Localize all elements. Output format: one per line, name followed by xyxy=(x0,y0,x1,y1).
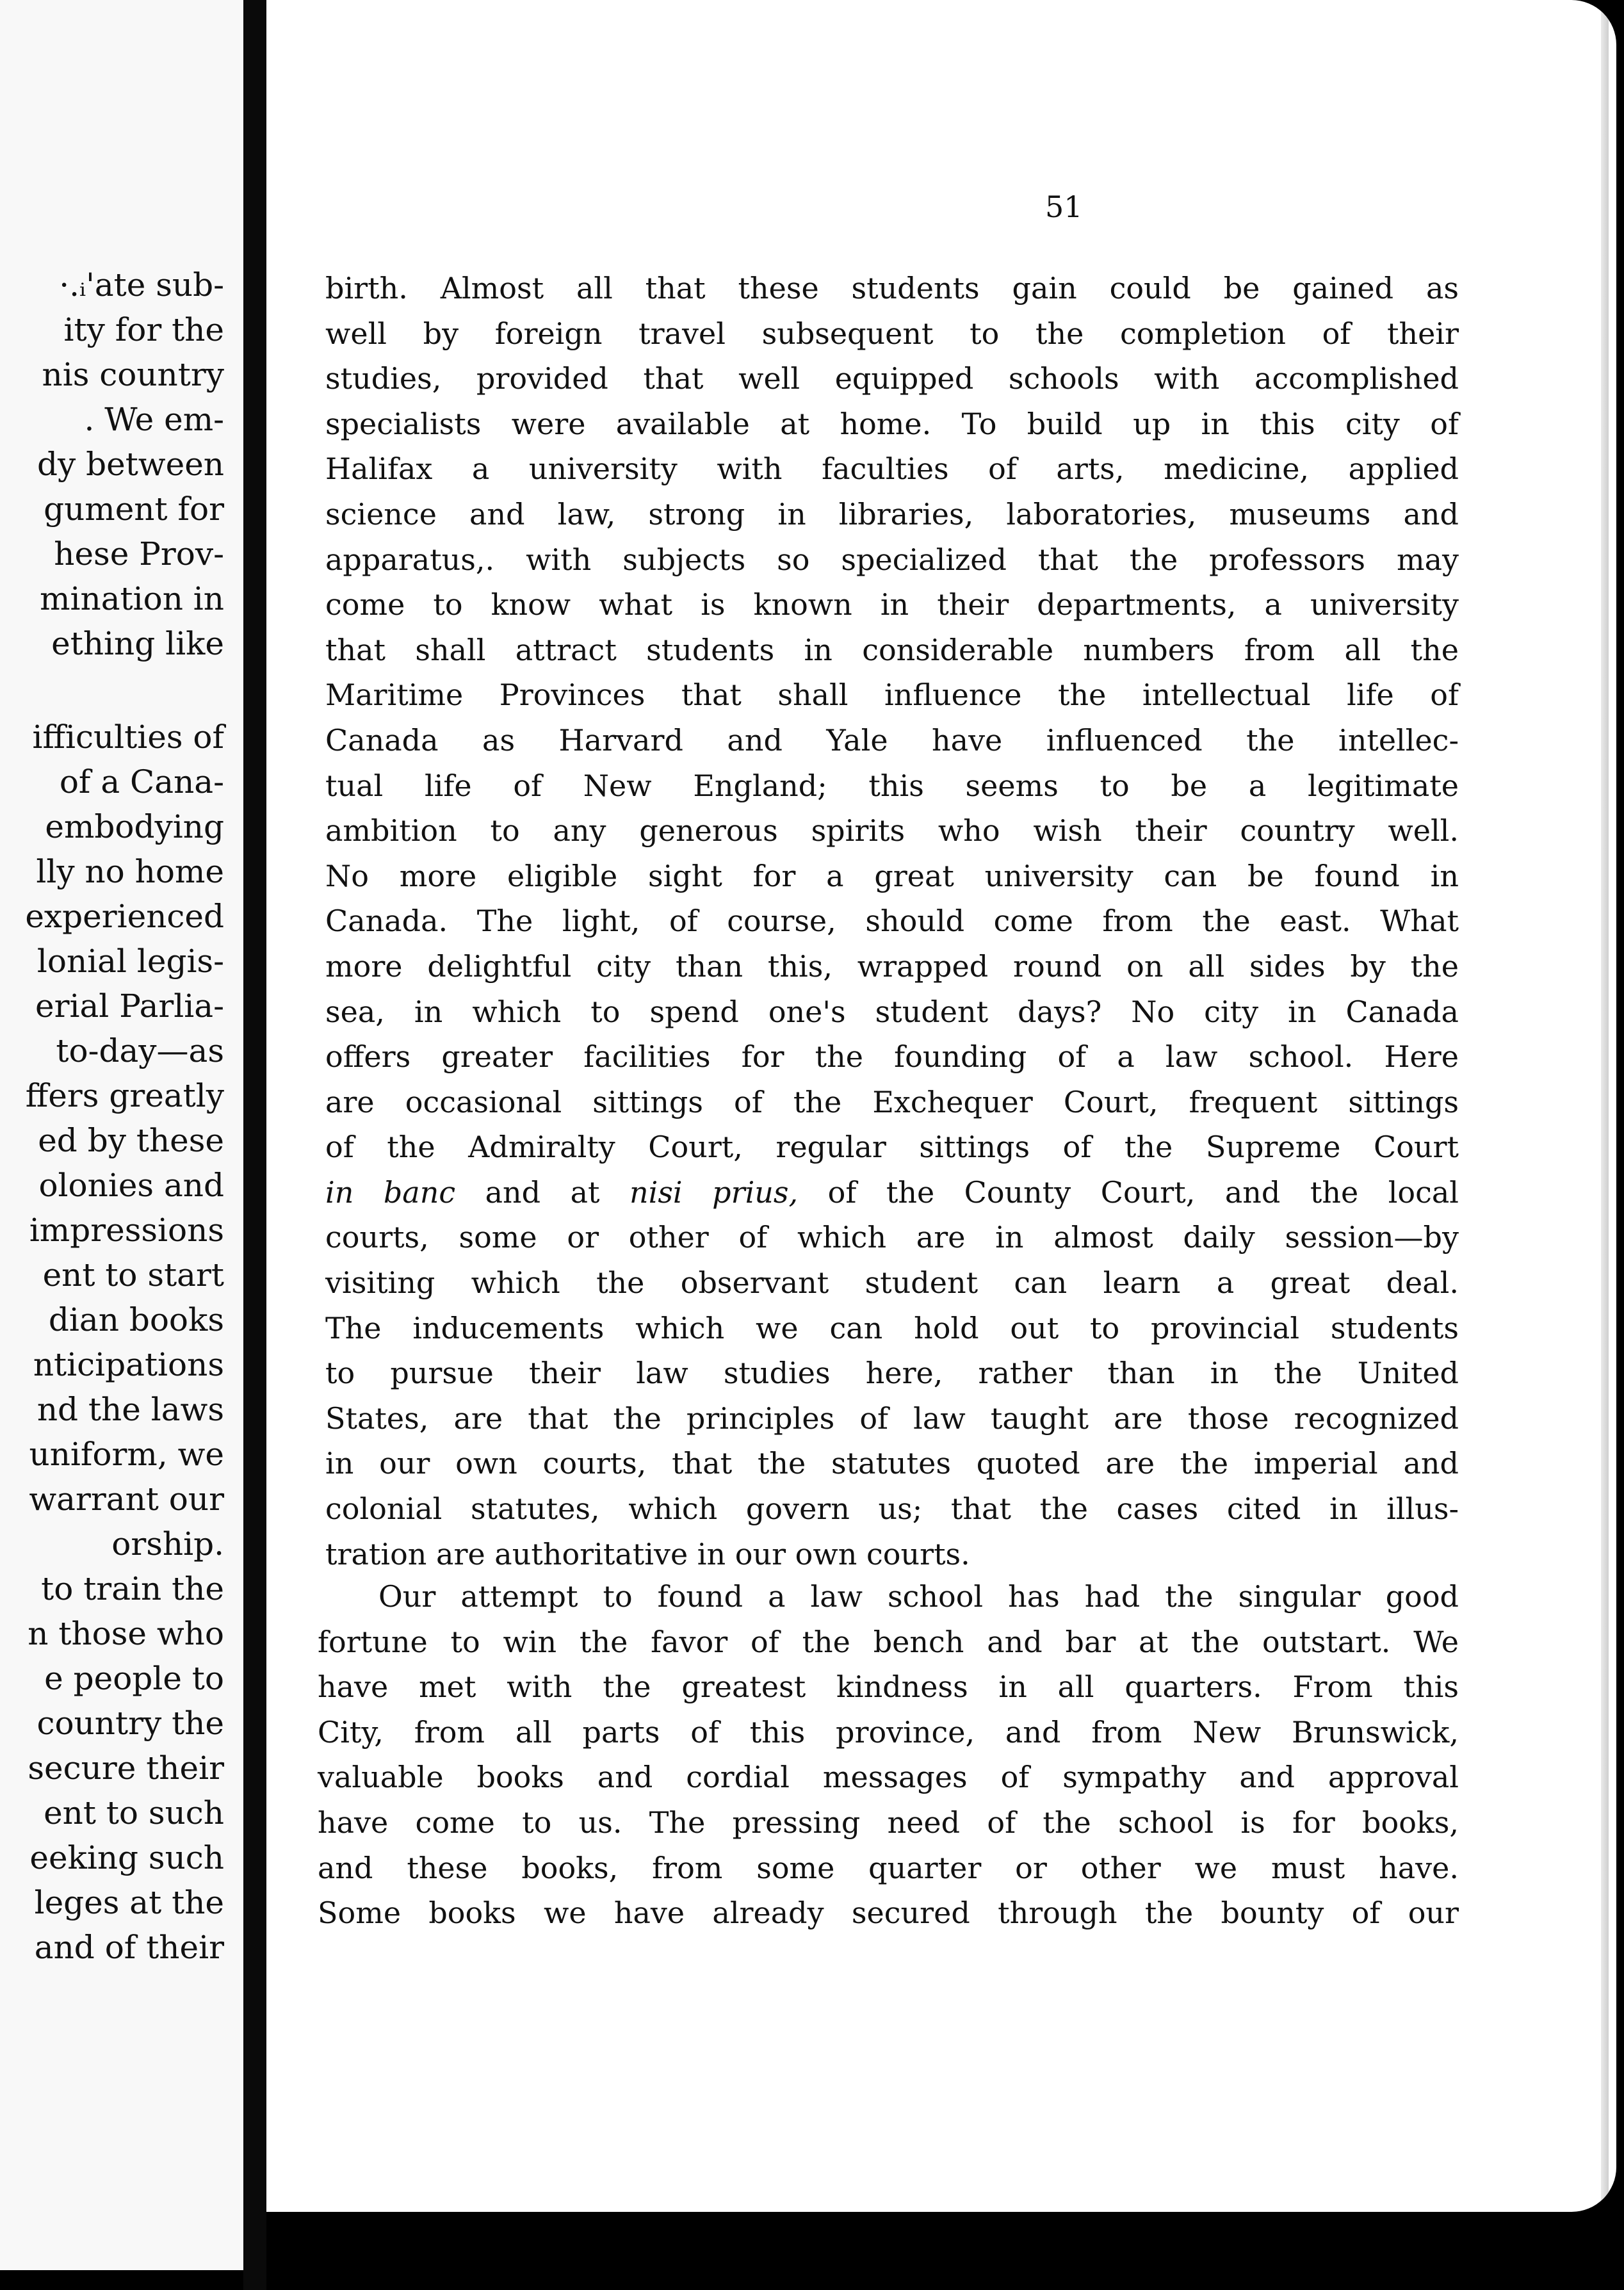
left-page-line: ent to such xyxy=(44,1794,224,1831)
left-page-line: lly no home xyxy=(36,853,224,890)
text-line: fortune to win the favor of the bench and bar at the outstart. We xyxy=(318,1624,1459,1659)
text-line: City, from all parts of this province, and from New Brunswick, xyxy=(318,1714,1459,1750)
text-line: have met with the greatest kindness in all quarters. From this xyxy=(318,1669,1459,1705)
left-page-line: nis country xyxy=(42,356,224,393)
left-page-line: and of their xyxy=(34,1929,224,1966)
italic-term-in-banc: in banc xyxy=(325,1174,456,1210)
left-page-line: ·.ᵢ'ate sub- xyxy=(59,266,224,304)
left-page-line: . We em- xyxy=(84,401,224,438)
text-line: Halifax a university with faculties of arts, medicine, applied xyxy=(325,451,1459,487)
text-fragment: of the County Court, and the local xyxy=(798,1174,1459,1210)
text-line: Canada. The light, of course, should come from the east. What xyxy=(325,904,1459,939)
text-line: specialists were available at home. To build up in this city of xyxy=(325,406,1459,441)
left-page-line: eeking such xyxy=(29,1839,224,1876)
text-line: of the Admiralty Court, regular sittings of the Supreme Court xyxy=(325,1130,1459,1165)
left-page-line: gument for xyxy=(44,491,224,528)
text-line: offers greater facilities for the founding of a law school. Here xyxy=(325,1039,1459,1075)
right-page xyxy=(266,0,1616,2212)
text-line: science and law, strong in libraries, laboratories, museums and xyxy=(325,496,1459,532)
text-line: tration are authoritative in our own courts. xyxy=(325,1536,970,1571)
left-page-line: warrant our xyxy=(29,1481,224,1518)
text-line: and these books, from some quarter or other we must have. xyxy=(318,1850,1459,1885)
left-page-line: leges at the xyxy=(34,1884,224,1921)
left-page-line: ething like xyxy=(51,625,224,662)
left-page-line: dian books xyxy=(48,1301,224,1338)
text-line: well by foreign travel subsequent to the completion of their xyxy=(325,316,1459,351)
text-line: in our own courts, that the statutes quoted are the imperial and xyxy=(325,1446,1459,1481)
italic-term-nisi-prius: nisi prius, xyxy=(629,1174,799,1210)
text-line: ambition to any generous spirits who wish their country well. xyxy=(325,813,1459,849)
left-page-line: experienced xyxy=(25,898,224,935)
left-page-line: uniform, we xyxy=(29,1436,224,1473)
left-page-line: hese Prov- xyxy=(54,535,224,572)
text-line: birth. Almost all that these students gain could be gained as xyxy=(325,271,1459,305)
left-page-line: ent to start xyxy=(42,1256,224,1294)
left-page-line: lonial legis- xyxy=(37,943,224,980)
text-line: come to know what is known in their departments, a university xyxy=(325,587,1459,622)
body-paragraph-2 xyxy=(318,1574,1459,1936)
left-page-line: mination in xyxy=(40,580,224,617)
text-fragment: and at xyxy=(455,1174,629,1210)
text-line: sea, in which to spend one's student days? No city in Canada xyxy=(325,994,1459,1029)
text-line: Some books we have already secured through the bounty of our xyxy=(318,1896,1459,1931)
text-line xyxy=(318,1574,1459,1620)
left-page-line: erial Parlia- xyxy=(35,987,224,1025)
text-line: studies, provided that well equipped schools with accomplished xyxy=(325,361,1459,396)
left-page-line: ifficulties of xyxy=(32,719,224,756)
left-page-line: olonies and xyxy=(38,1167,224,1204)
left-page-line: e people to xyxy=(44,1660,224,1697)
left-page-line: ffers greatly xyxy=(25,1077,224,1114)
left-page-line: embodying xyxy=(45,808,224,845)
text-line-with-italics xyxy=(325,1170,1459,1215)
text-line: valuable books and cordial messages of sympathy and approval xyxy=(318,1760,1459,1795)
text-line: visiting which the observant student can learn a great deal. xyxy=(325,1265,1459,1301)
left-page-line: country the xyxy=(37,1705,224,1742)
text-line: have come to us. The pressing need of the school is for books, xyxy=(318,1805,1459,1840)
text-line: more delightful city than this, wrapped round on all sides by the xyxy=(325,948,1459,984)
left-page-line: nd the laws xyxy=(37,1391,224,1428)
left-page-line: ed by these xyxy=(38,1122,224,1159)
text-line: courts, some or other of which are in almost daily session—by xyxy=(325,1220,1459,1255)
left-page-line: of a Cana- xyxy=(59,763,224,800)
book-gutter xyxy=(243,0,266,2290)
left-page-line: impressions xyxy=(29,1212,224,1249)
left-page-line: nticipations xyxy=(33,1346,224,1383)
text-line: Maritime Provinces that shall influence the intellectual life of xyxy=(325,678,1459,713)
text-line: to pursue their law studies here, rather than in the United xyxy=(325,1356,1459,1391)
page-edge-shadow xyxy=(1601,0,1609,2212)
page-number: 51 xyxy=(1045,190,1083,224)
left-page-line: to train the xyxy=(41,1570,224,1607)
left-page-line: orship. xyxy=(111,1525,224,1563)
left-page-line: to-day—as xyxy=(56,1032,224,1069)
text-line: No more eligible sight for a great university can be found in xyxy=(325,858,1459,893)
body-paragraph-1 xyxy=(325,266,1459,1577)
text-line: tual life of New England; this seems to be a legitimate xyxy=(325,768,1459,803)
text-line: are occasional sittings of the Exchequer Court, frequent sittings xyxy=(325,1084,1459,1119)
left-page-line: ity for the xyxy=(63,311,224,348)
text-line: apparatus,. with subjects so specialized that the professors may xyxy=(325,542,1459,577)
text-line: that shall attract students in considerable numbers from all the xyxy=(325,632,1459,667)
left-page-line: n those who xyxy=(28,1615,224,1652)
text-line: The inducements which we can hold out to provincial students xyxy=(325,1310,1459,1345)
text-line: Canada as Harvard and Yale have influenced the intellec- xyxy=(325,722,1459,758)
left-page-line: secure their xyxy=(28,1750,224,1787)
text-line: States, are that the principles of law taught are those recognized xyxy=(325,1401,1459,1436)
text-fragment: Our attempt to found a law school has had the singular good xyxy=(378,1579,1459,1614)
left-page-line: dy between xyxy=(37,446,224,483)
left-page xyxy=(0,0,243,2270)
text-line: colonial statutes, which govern us; that the cases cited in illus- xyxy=(325,1491,1459,1527)
